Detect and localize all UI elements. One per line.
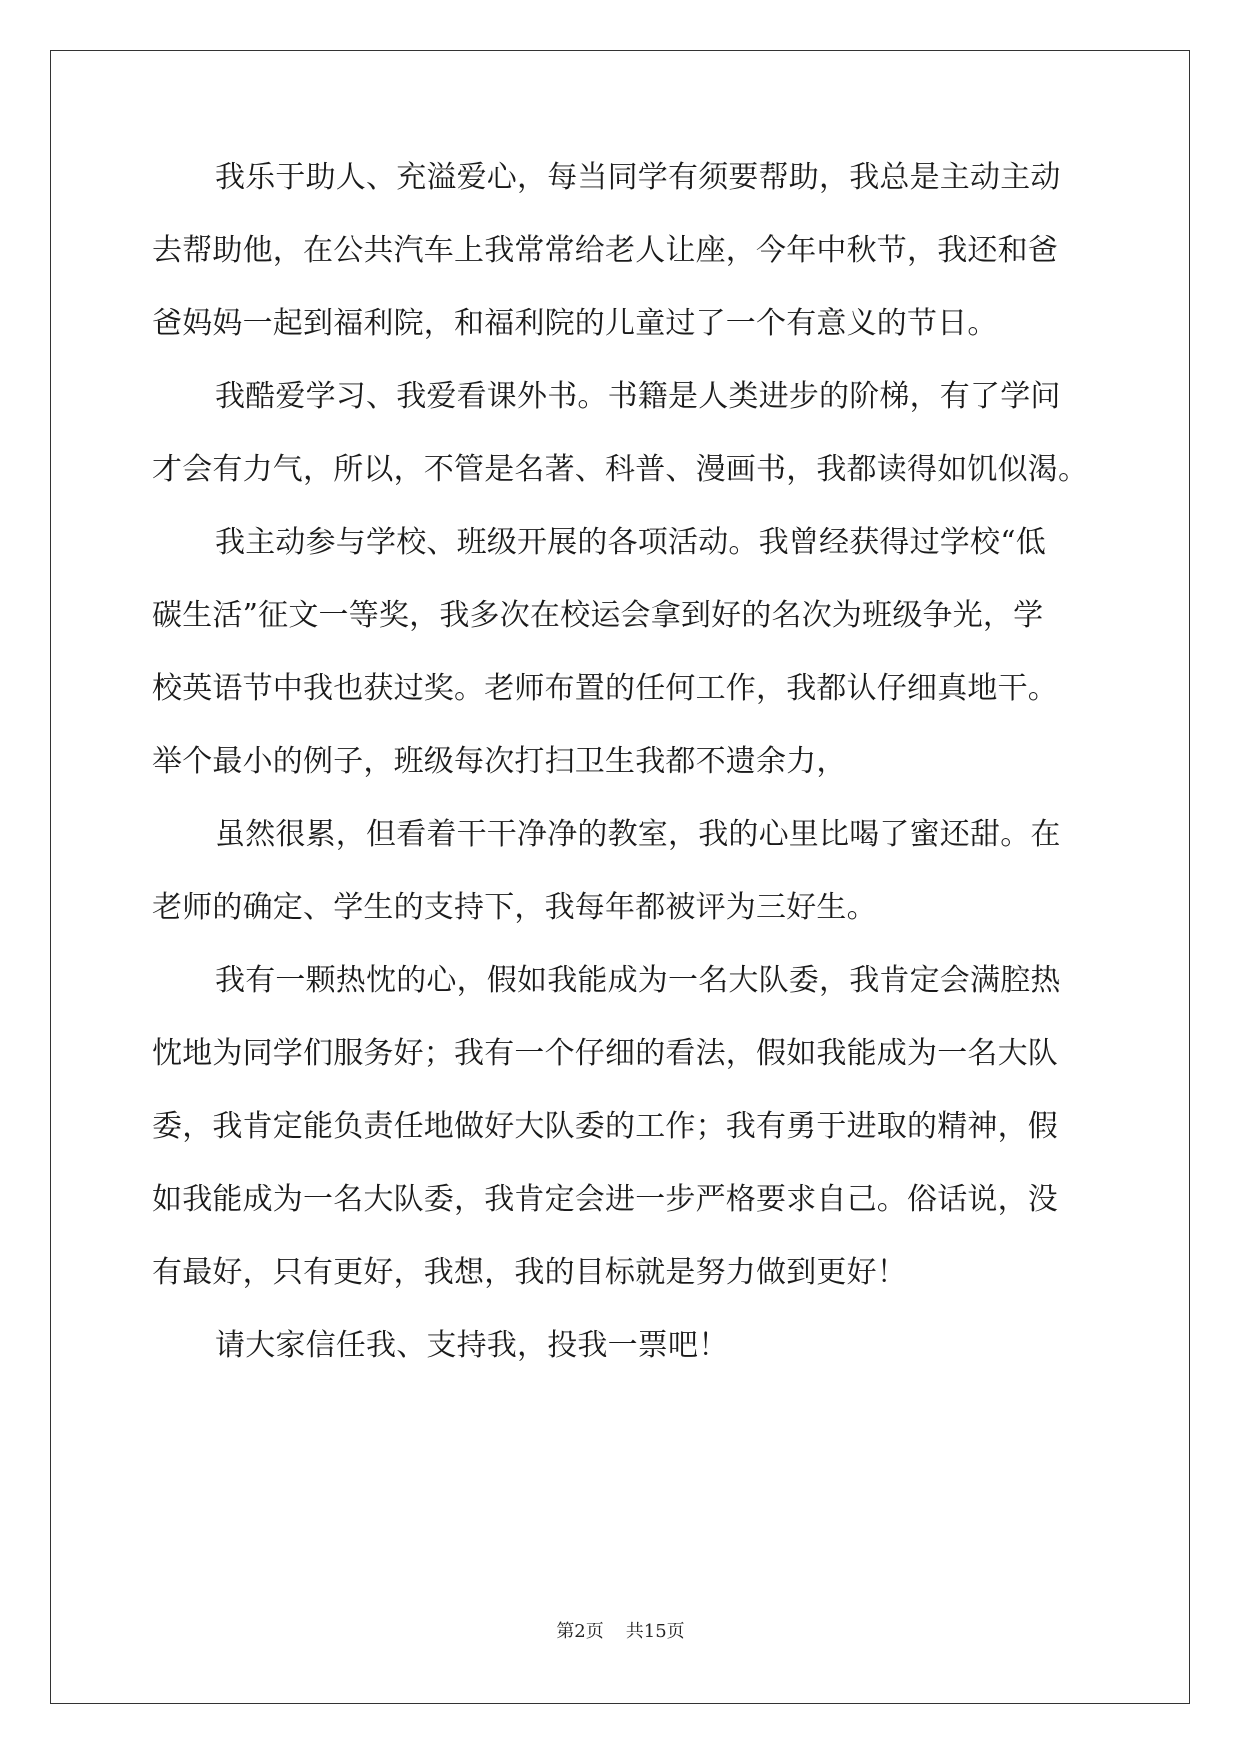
paragraph-line: 我酷爱学习、我爱看课外书。书籍是人类进步的阶梯，有了学问 bbox=[215, 379, 1061, 414]
page-number: 第2页 bbox=[556, 1621, 604, 1642]
page-total: 共15页 bbox=[625, 1621, 685, 1642]
paragraph-line: 忱地为同学们服务好；我有一个仔细的看法，假如我能成为一名大队 bbox=[152, 1036, 1058, 1071]
page-footer bbox=[0, 1620, 1241, 1644]
paragraph-line: 如我能成为一名大队委，我肯定会进一步严格要求自己。俗话说，没 bbox=[152, 1182, 1058, 1217]
paragraph-line: 虽然很累，但看着干干净净的教室，我的心里比喝了蜜还甜。在 bbox=[215, 817, 1061, 852]
page-border bbox=[50, 50, 1190, 1704]
paragraph-line: 才会有力气，所以，不管是名著、科普、漫画书，我都读得如饥似渴。 bbox=[152, 452, 1089, 487]
paragraph-line: 我主动参与学校、班级开展的各项活动。我曾经获得过学校“低 bbox=[215, 525, 1046, 560]
paragraph-line: 我乐于助人、充溢爱心，每当同学有须要帮助，我总是主动主动 bbox=[215, 160, 1061, 195]
paragraph-line: 举个最小的例子，班级每次打扫卫生我都不遗余力， bbox=[152, 744, 847, 779]
paragraph-line: 校英语节中我也获过奖。老师布置的任何工作，我都认仔细真地干。 bbox=[152, 671, 1058, 706]
paragraph-line: 我有一颗热忱的心，假如我能成为一名大队委，我肯定会满腔热 bbox=[215, 963, 1061, 998]
paragraph-line: 委，我肯定能负责任地做好大队委的工作；我有勇于进取的精神，假 bbox=[152, 1109, 1058, 1144]
paragraph-line: 去帮助他，在公共汽车上我常常给老人让座，今年中秋节，我还和爸 bbox=[152, 233, 1058, 268]
paragraph-line: 请大家信任我、支持我，投我一票吧！ bbox=[215, 1328, 729, 1363]
paragraph-line: 老师的确定、学生的支持下，我每年都被评为三好生。 bbox=[152, 890, 877, 925]
paragraph-line: 有最好，只有更好，我想，我的目标就是努力做到更好！ bbox=[152, 1255, 907, 1290]
paragraph-line: 爸妈妈一起到福利院，和福利院的儿童过了一个有意义的节日。 bbox=[152, 306, 998, 341]
paragraph-line: 碳生活”征文一等奖，我多次在校运会拿到好的名次为班级争光，学 bbox=[152, 598, 1044, 633]
